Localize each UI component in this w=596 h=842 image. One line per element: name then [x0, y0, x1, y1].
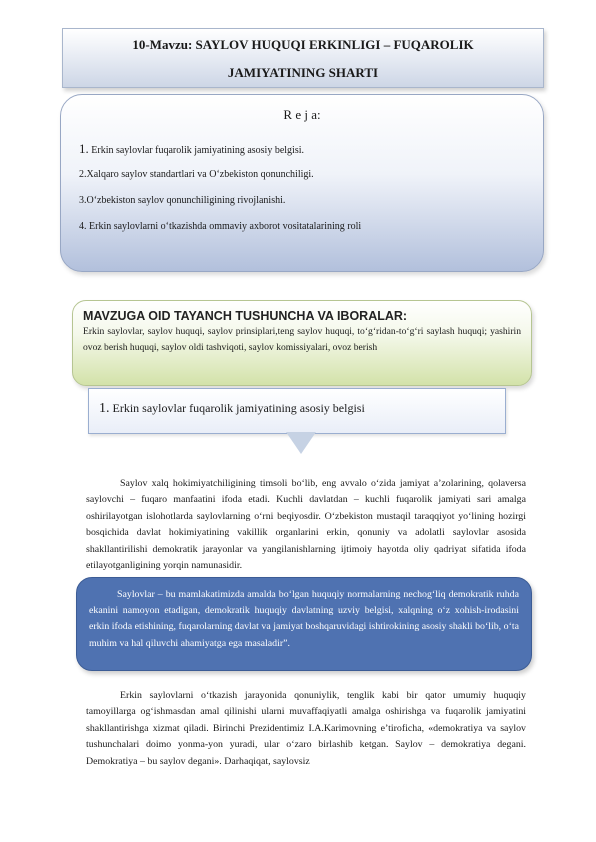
plan-item-1: [79, 141, 304, 157]
topic-title-line2: JAMIYATINING SHARTI: [227, 65, 379, 80]
plan-item-3-text: O‘zbekiston saylov qonunchiligining rivojlanishi.: [86, 195, 286, 206]
key-concepts-box: [72, 300, 532, 386]
plan-item-4: [79, 221, 361, 232]
topic-title-line1: 10-Mavzu: SAYLOV HUQUQI ERKINLIGI – FUQAROLIK: [132, 37, 474, 52]
body-paragraph-1: Saylov xalq hokimiyatchiligining timsoli bo‘lib, eng avvalo o‘zida jamiyat a’zolarining, qolaversa saylovchi – fuqaro manfaatini ifoda etadi. Kuchli davlatdan – kuchli fuqarolik jamiyati sari amalga oshirilayotgan islohotlarda saylovlarning o‘rni beqiyosdir. O‘zbekiston mustaqil taraqqiyot yo‘lining hozirgi bosqichida davlat hokimiyatining vakillik organlarini erkin, qonuniy va adolatli saylovlar asosida shakllantirilishi demokratik jarayonlar va yangilanishlarning ijtimoiy hayotda oliy qadriyat sifatida ifoda etilayotganligining yorqin namunasidir.: [86, 478, 526, 572]
section-heading-number: 1.: [99, 401, 110, 416]
down-arrow-icon: [286, 432, 316, 454]
section-heading-box: [88, 388, 506, 434]
plan-item-2-text: Xalqaro saylov standartlari va O‘zbekiston qonunchiligi.: [86, 169, 314, 180]
plan-item-3: [79, 195, 285, 206]
quote-box: Saylovlar – bu mamlakatimizda amalda bo‘lgan huquqiy normalarning nechog‘liq demokratik ruhda ekanini namoyon etadigan, demokratik huquqiy davlatning uzviy belgisi, xalqning o‘z xohish-irodasini erkin ifoda etishining, fuqarolarning davlat va jamiyat boshqaruvidagi ishtirokining asosiy shakli bo‘lib, o‘ta muhim va hal qiluvchi ahamiyatga ega masaladir”.: [76, 577, 532, 671]
key-concepts-text: Erkin saylovlar, saylov huquqi, saylov prinsiplari,teng saylov huquqi, to‘g‘ridan-to‘g‘ri saylash huquqi; yashirin ovoz berish huquqi, saylov oldi tashviqoti, saylov komissiyalari, ovoz berish: [83, 326, 521, 353]
plan-item-1-text: Erkin saylovlar fuqarolik jamiyatining asosiy belgisi.: [88, 145, 304, 156]
topic-title-box: [62, 28, 544, 88]
plan-item-4-text: Erkin saylovlarni o‘tkazishda ommaviy axborot vositatalarining roli: [86, 221, 362, 232]
plan-item-3-number: 3.: [79, 195, 87, 206]
section-heading-text: Erkin saylovlar fuqarolik jamiyatining asosiy belgisi: [109, 401, 365, 415]
body-paragraph-2: Erkin saylovlarni o‘tkazish jarayonida qonuniylik, tenglik kabi bir qator umumiy huquqiy tamoyillarga og‘ishmasdan amal qilinishi ularni muvaffaqiyatli amalga oshirishga va fuqarolik jamiyatini shakllantirishga xizmat qiladi. Birinchi Prezidentimiz I.A.Karimovning e’tiroficha, «demokratiya va saylov tushunchalari doimo yonma-yon yuradi, ular o‘zaro birlashib ketgan. Saylov – demokratiya degani. Demokratiya – bu saylov degani». Darhaqiqat, saylovsiz: [86, 690, 526, 767]
key-concepts-title: MAVZUGA OID TAYANCH TUSHUNCHA VA IBORALAR:: [83, 309, 408, 323]
section-heading: [99, 401, 365, 417]
plan-item-4-number: 4.: [79, 221, 87, 232]
plan-item-2: [79, 169, 314, 180]
plan-title: R e j a:: [283, 107, 321, 122]
plan-box: [60, 94, 544, 272]
plan-item-1-number: 1.: [79, 141, 89, 156]
plan-item-2-number: 2.: [79, 169, 87, 180]
